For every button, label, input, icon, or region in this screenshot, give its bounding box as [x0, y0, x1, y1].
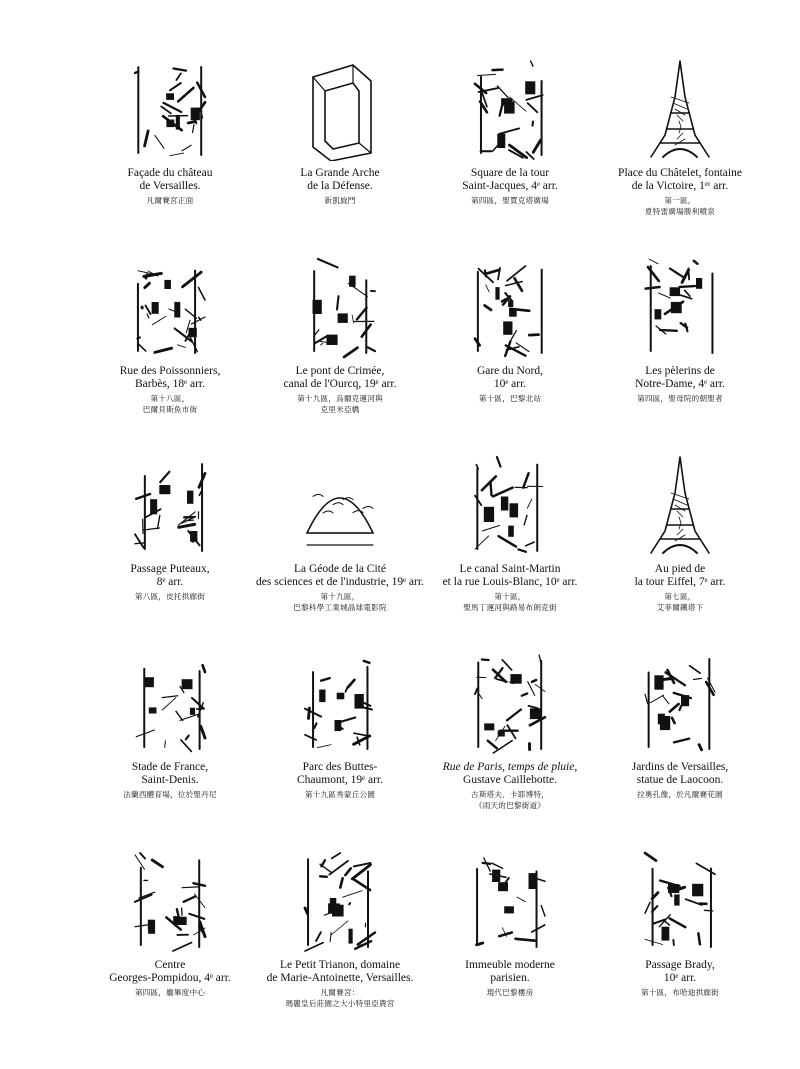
caption-chinese-line: 第十區，巴黎北站 — [478, 394, 542, 403]
caption-chinese-line: 法蘭西體育場，位於聖丹尼 — [123, 790, 217, 799]
caption-french — [477, 365, 543, 390]
caption-french-line: Au pied de — [654, 563, 706, 575]
centre-pompidou-sketch-icon — [131, 840, 209, 953]
caption-french-line: Chaumont, 19ᵉ arr. — [297, 773, 383, 786]
petit-trianon-sketch-icon — [301, 840, 379, 953]
caption-french — [632, 761, 729, 786]
versailles-facade-sketch-icon — [131, 48, 209, 161]
caption-chinese-line: 第十區， — [494, 592, 526, 601]
tour-saint-jacques-sketch-icon — [471, 48, 549, 161]
stade-de-france-sketch-icon — [131, 642, 209, 755]
caption-french-line: Notre-Dame, 4ᵉ arr. — [635, 377, 725, 390]
caption-chinese-line: 夏特雷廣場勝利噴泉 — [644, 207, 716, 216]
caption-chinese — [479, 393, 541, 404]
la-geode-sketch-icon — [301, 444, 379, 557]
canal-saint-martin-sketch-icon — [471, 444, 549, 557]
caption-french — [120, 365, 221, 390]
caption-french-line: Parc des Buttes- — [302, 761, 378, 773]
sketch-card — [85, 642, 255, 840]
caption-french-line: des sciences et de l'industrie, 19ᵉ arr. — [256, 575, 424, 588]
caption-french-line: 10ᵉ arr. — [663, 971, 697, 984]
caption-chinese — [637, 789, 723, 800]
caption-chinese-line: 第十九區秀蒙丘公園 — [304, 790, 376, 799]
caption-french-line: Façade du château — [127, 167, 213, 179]
sketch-row — [85, 444, 765, 642]
sketch-card — [595, 48, 765, 246]
caption-chinese — [641, 987, 719, 998]
caption-french — [109, 959, 231, 984]
caption-french-line: Gustave Caillebotte. — [463, 773, 557, 786]
sketch-row — [85, 48, 765, 246]
notre-dame-pilgrims-sketch-icon — [641, 246, 719, 359]
sketch-card — [595, 444, 765, 642]
sketch-card — [425, 444, 595, 642]
caption-chinese-line: 瑪麗皇后莊園之大小特里亞農宮 — [285, 999, 395, 1008]
sketch-card — [255, 48, 425, 246]
rue-poissonniers-sketch-icon — [131, 246, 209, 359]
caption-french-line: Georges-Pompidou, 4ᵉ arr. — [109, 971, 231, 984]
caption-chinese-line: 第一區， — [664, 196, 696, 205]
caption-french — [618, 167, 742, 192]
caption-chinese-line: 第四區，龐畢度中心 — [134, 988, 206, 997]
passage-brady-sketch-icon — [641, 840, 719, 953]
caption-chinese — [471, 195, 549, 206]
caption-chinese-line: 《雨天的巴黎街道》 — [474, 801, 546, 810]
caption-chinese-line: 克里米亞橋 — [320, 405, 360, 414]
caption-french-line: parisien. — [490, 971, 530, 984]
caption-french-line: de Versailles. — [139, 179, 201, 192]
caption-chinese — [637, 393, 723, 404]
caption-chinese — [324, 195, 355, 206]
caption-chinese — [293, 591, 387, 613]
caption-chinese-line: 第十九區，烏爾克運河與 — [297, 394, 383, 403]
caption-french-line: de la Victoire, 1ᵉʳ arr. — [631, 179, 729, 192]
caption-french — [267, 959, 414, 984]
caption-french-line: canal de l'Ourcq, 19ᵉ arr. — [283, 377, 397, 390]
caption-french-line: Le Petit Trianon, domaine — [279, 959, 401, 971]
caillebotte-painting-sketch-icon — [471, 642, 549, 755]
caption-french-line: Passage Puteaux, — [130, 563, 210, 575]
caption-french — [256, 563, 424, 588]
caption-chinese-line: 凡爾賽宮正面 — [146, 196, 194, 205]
caption-french-line: La Géode de la Cité — [294, 563, 386, 575]
sketch-row — [85, 246, 765, 444]
sketch-card — [425, 642, 595, 840]
chatelet-fountain-sketch-icon — [641, 48, 719, 161]
caption-french — [645, 959, 715, 984]
caption-chinese — [123, 789, 217, 800]
sketch-card — [595, 840, 765, 1038]
caption-chinese-line: 聖馬丁運河與路易布朗克街 — [463, 603, 557, 612]
eiffel-tower-base-sketch-icon — [641, 444, 719, 557]
caption-chinese-line: 第四區，聖賈克塔廣場 — [471, 196, 549, 205]
caption-french-line: Passage Brady, — [645, 959, 715, 971]
caption-chinese — [297, 393, 383, 415]
caption-chinese-line: 巴黎科學工業城晶球電影院 — [293, 603, 387, 612]
caption-chinese-line: 第四區，聖母院的朝聖者 — [637, 394, 723, 403]
caption-french-line: La Grande Arche — [300, 167, 380, 179]
modern-building-sketch-icon — [471, 840, 549, 953]
caption-chinese — [143, 393, 198, 415]
grande-arche-sketch-icon — [301, 48, 379, 161]
caption-french-line: 8ᵉ arr. — [156, 575, 184, 588]
sketch-card — [85, 444, 255, 642]
gare-du-nord-sketch-icon — [471, 246, 549, 359]
caption-french-line: Saint-Jacques, 4ᵉ arr. — [462, 179, 558, 192]
caption-chinese — [135, 987, 205, 998]
caption-french-line: Le canal Saint-Martin — [459, 563, 561, 575]
caption-french — [130, 563, 209, 588]
caption-french-line: Le pont de Crimée, — [295, 365, 385, 377]
caption-french-line: Immeuble moderne — [465, 959, 555, 971]
sketch-card — [85, 48, 255, 246]
caption-french — [635, 563, 726, 588]
caption-french-line: de la Défense. — [307, 179, 373, 192]
caption-french — [465, 959, 555, 984]
caption-chinese — [147, 195, 194, 206]
sketch-card — [425, 840, 595, 1038]
caption-french-line: Gare du Nord, — [476, 365, 544, 377]
buttes-chaumont-sketch-icon — [301, 642, 379, 755]
caption-french-line: Rue de Paris, temps de pluie, — [442, 761, 578, 773]
caption-chinese — [657, 591, 704, 613]
caption-chinese-line: 第八區，皮托拱廊街 — [134, 592, 206, 601]
caption-french-line: Saint-Denis. — [141, 773, 199, 786]
sketch-card — [255, 444, 425, 642]
caption-french-line: de Marie-Antoinette, Versailles. — [266, 971, 414, 984]
caption-french — [128, 167, 213, 192]
caption-chinese — [487, 987, 534, 998]
caption-chinese-line: 第十九區， — [320, 592, 360, 601]
caption-french-line: Jardins de Versailles, — [631, 761, 729, 773]
caption-french — [443, 563, 578, 588]
sketch-row — [85, 840, 765, 1038]
pont-crimee-sketch-icon — [301, 246, 379, 359]
caption-french-line: Rue des Poissonniers, — [119, 365, 221, 377]
caption-chinese — [463, 591, 557, 613]
caption-french — [132, 761, 208, 786]
sketch-card — [255, 246, 425, 444]
caption-chinese — [471, 789, 549, 811]
caption-chinese-line: 凡爾賽宮： — [320, 988, 360, 997]
sketch-card — [85, 840, 255, 1038]
caption-chinese — [285, 987, 394, 1009]
sketch-grid — [85, 48, 765, 1038]
passage-puteaux-sketch-icon — [131, 444, 209, 557]
caption-french-line: Barbès, 18ᵉ arr. — [134, 377, 205, 390]
caption-french — [300, 167, 379, 192]
caption-french-line: statue de Laocoon. — [636, 773, 724, 786]
caption-french — [635, 365, 725, 390]
sketch-row — [85, 642, 765, 840]
caption-french — [462, 167, 558, 192]
caption-french-line: Stade de France, — [131, 761, 209, 773]
sketch-card — [255, 840, 425, 1038]
sketch-card — [85, 246, 255, 444]
sketch-card — [595, 246, 765, 444]
caption-chinese-line: 巴爾貝斯魚市街 — [142, 405, 198, 414]
caption-chinese-line: 艾菲爾鐵塔下 — [656, 603, 704, 612]
caption-french-line: 10ᵉ arr. — [493, 377, 527, 390]
caption-chinese-line: 拉奧孔像，於凡爾賽花園 — [637, 790, 723, 799]
laocoon-statue-sketch-icon — [641, 642, 719, 755]
caption-french-line: Place du Châtelet, fontaine — [618, 167, 742, 179]
caption-french-line: Square de la tour — [470, 167, 550, 179]
caption-french-line: la tour Eiffel, 7ᵉ arr. — [634, 575, 726, 588]
caption-chinese — [305, 789, 375, 800]
caption-chinese — [135, 591, 205, 602]
caption-french — [284, 365, 397, 390]
caption-chinese — [645, 195, 715, 217]
sketch-card — [595, 642, 765, 840]
sketch-card — [425, 246, 595, 444]
sketch-card — [425, 48, 595, 246]
sketch-card — [255, 642, 425, 840]
caption-chinese-line: 第七區， — [664, 592, 696, 601]
caption-chinese-line: 現代巴黎樓房 — [486, 988, 534, 997]
caption-french — [443, 761, 577, 786]
caption-chinese-line: 第十八區， — [150, 394, 190, 403]
caption-chinese-line: 第十區，布哈迪拱廊街 — [641, 988, 719, 997]
caption-chinese-line: 古斯塔夫．卡耶博特， — [471, 790, 549, 799]
caption-french — [297, 761, 383, 786]
caption-french-line: Centre — [154, 959, 186, 971]
caption-french-line: Les pèlerins de — [645, 365, 715, 377]
caption-chinese-line: 新凱旋門 — [324, 196, 356, 205]
caption-french-line: et la rue Louis-Blanc, 10ᵉ arr. — [442, 575, 578, 588]
